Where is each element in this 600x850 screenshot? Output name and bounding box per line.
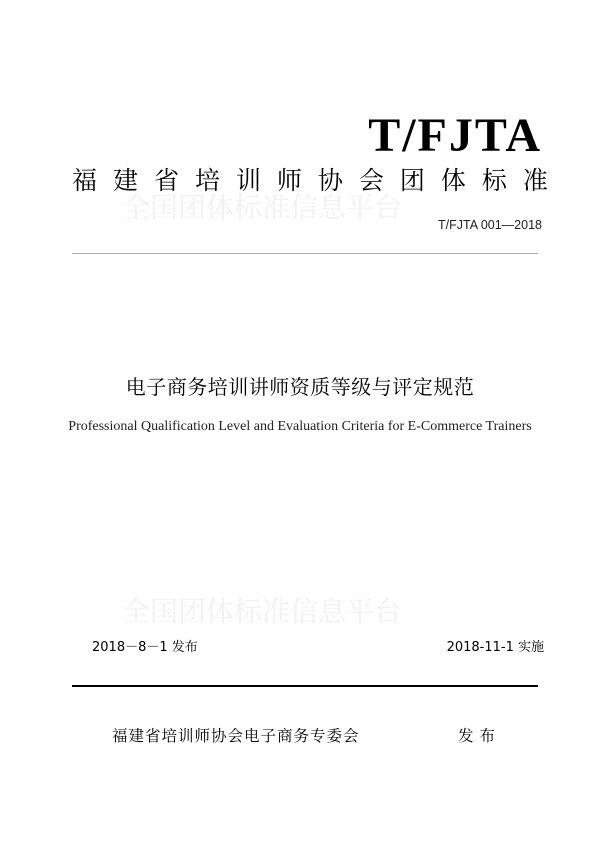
org-title-char: 省 bbox=[153, 166, 179, 195]
bottom-divider bbox=[72, 685, 538, 687]
org-title-char: 协 bbox=[317, 166, 343, 195]
issue-label: 发布 bbox=[458, 727, 502, 745]
org-title-char: 福 bbox=[72, 166, 98, 195]
org-title-char: 准 bbox=[522, 166, 548, 195]
document-title-en: Professional Qualification Level and Evaluation Criteria for E-Commerce Trainers bbox=[68, 419, 532, 434]
watermark-top: 全国团体标准信息平台 bbox=[122, 191, 403, 224]
top-divider bbox=[72, 253, 538, 254]
org-title-char: 体 bbox=[440, 166, 466, 195]
org-title-char: 标 bbox=[481, 166, 507, 195]
issuing-organization: 福建省培训师协会电子商务专委会 bbox=[112, 727, 360, 745]
standard-code-logo: T/FJTA bbox=[368, 109, 542, 162]
org-title-char: 师 bbox=[276, 166, 302, 195]
org-title-char: 建 bbox=[112, 166, 138, 195]
organization-standard-title bbox=[72, 166, 548, 196]
publish-date: 2018－8－1 发布 bbox=[92, 640, 198, 655]
watermark-bottom: 全国团体标准信息平台 bbox=[122, 595, 403, 628]
org-title-char: 训 bbox=[235, 166, 261, 195]
org-title-char: 会 bbox=[358, 166, 384, 195]
document-title-zh: 电子商务培训讲师资质等级与评定规范 bbox=[125, 375, 475, 399]
org-title-char: 培 bbox=[194, 166, 220, 195]
org-title-char: 团 bbox=[399, 166, 425, 195]
document-number: T/FJTA 001—2018 bbox=[438, 218, 542, 232]
effective-date: 2018-11-1 实施 bbox=[446, 640, 544, 655]
